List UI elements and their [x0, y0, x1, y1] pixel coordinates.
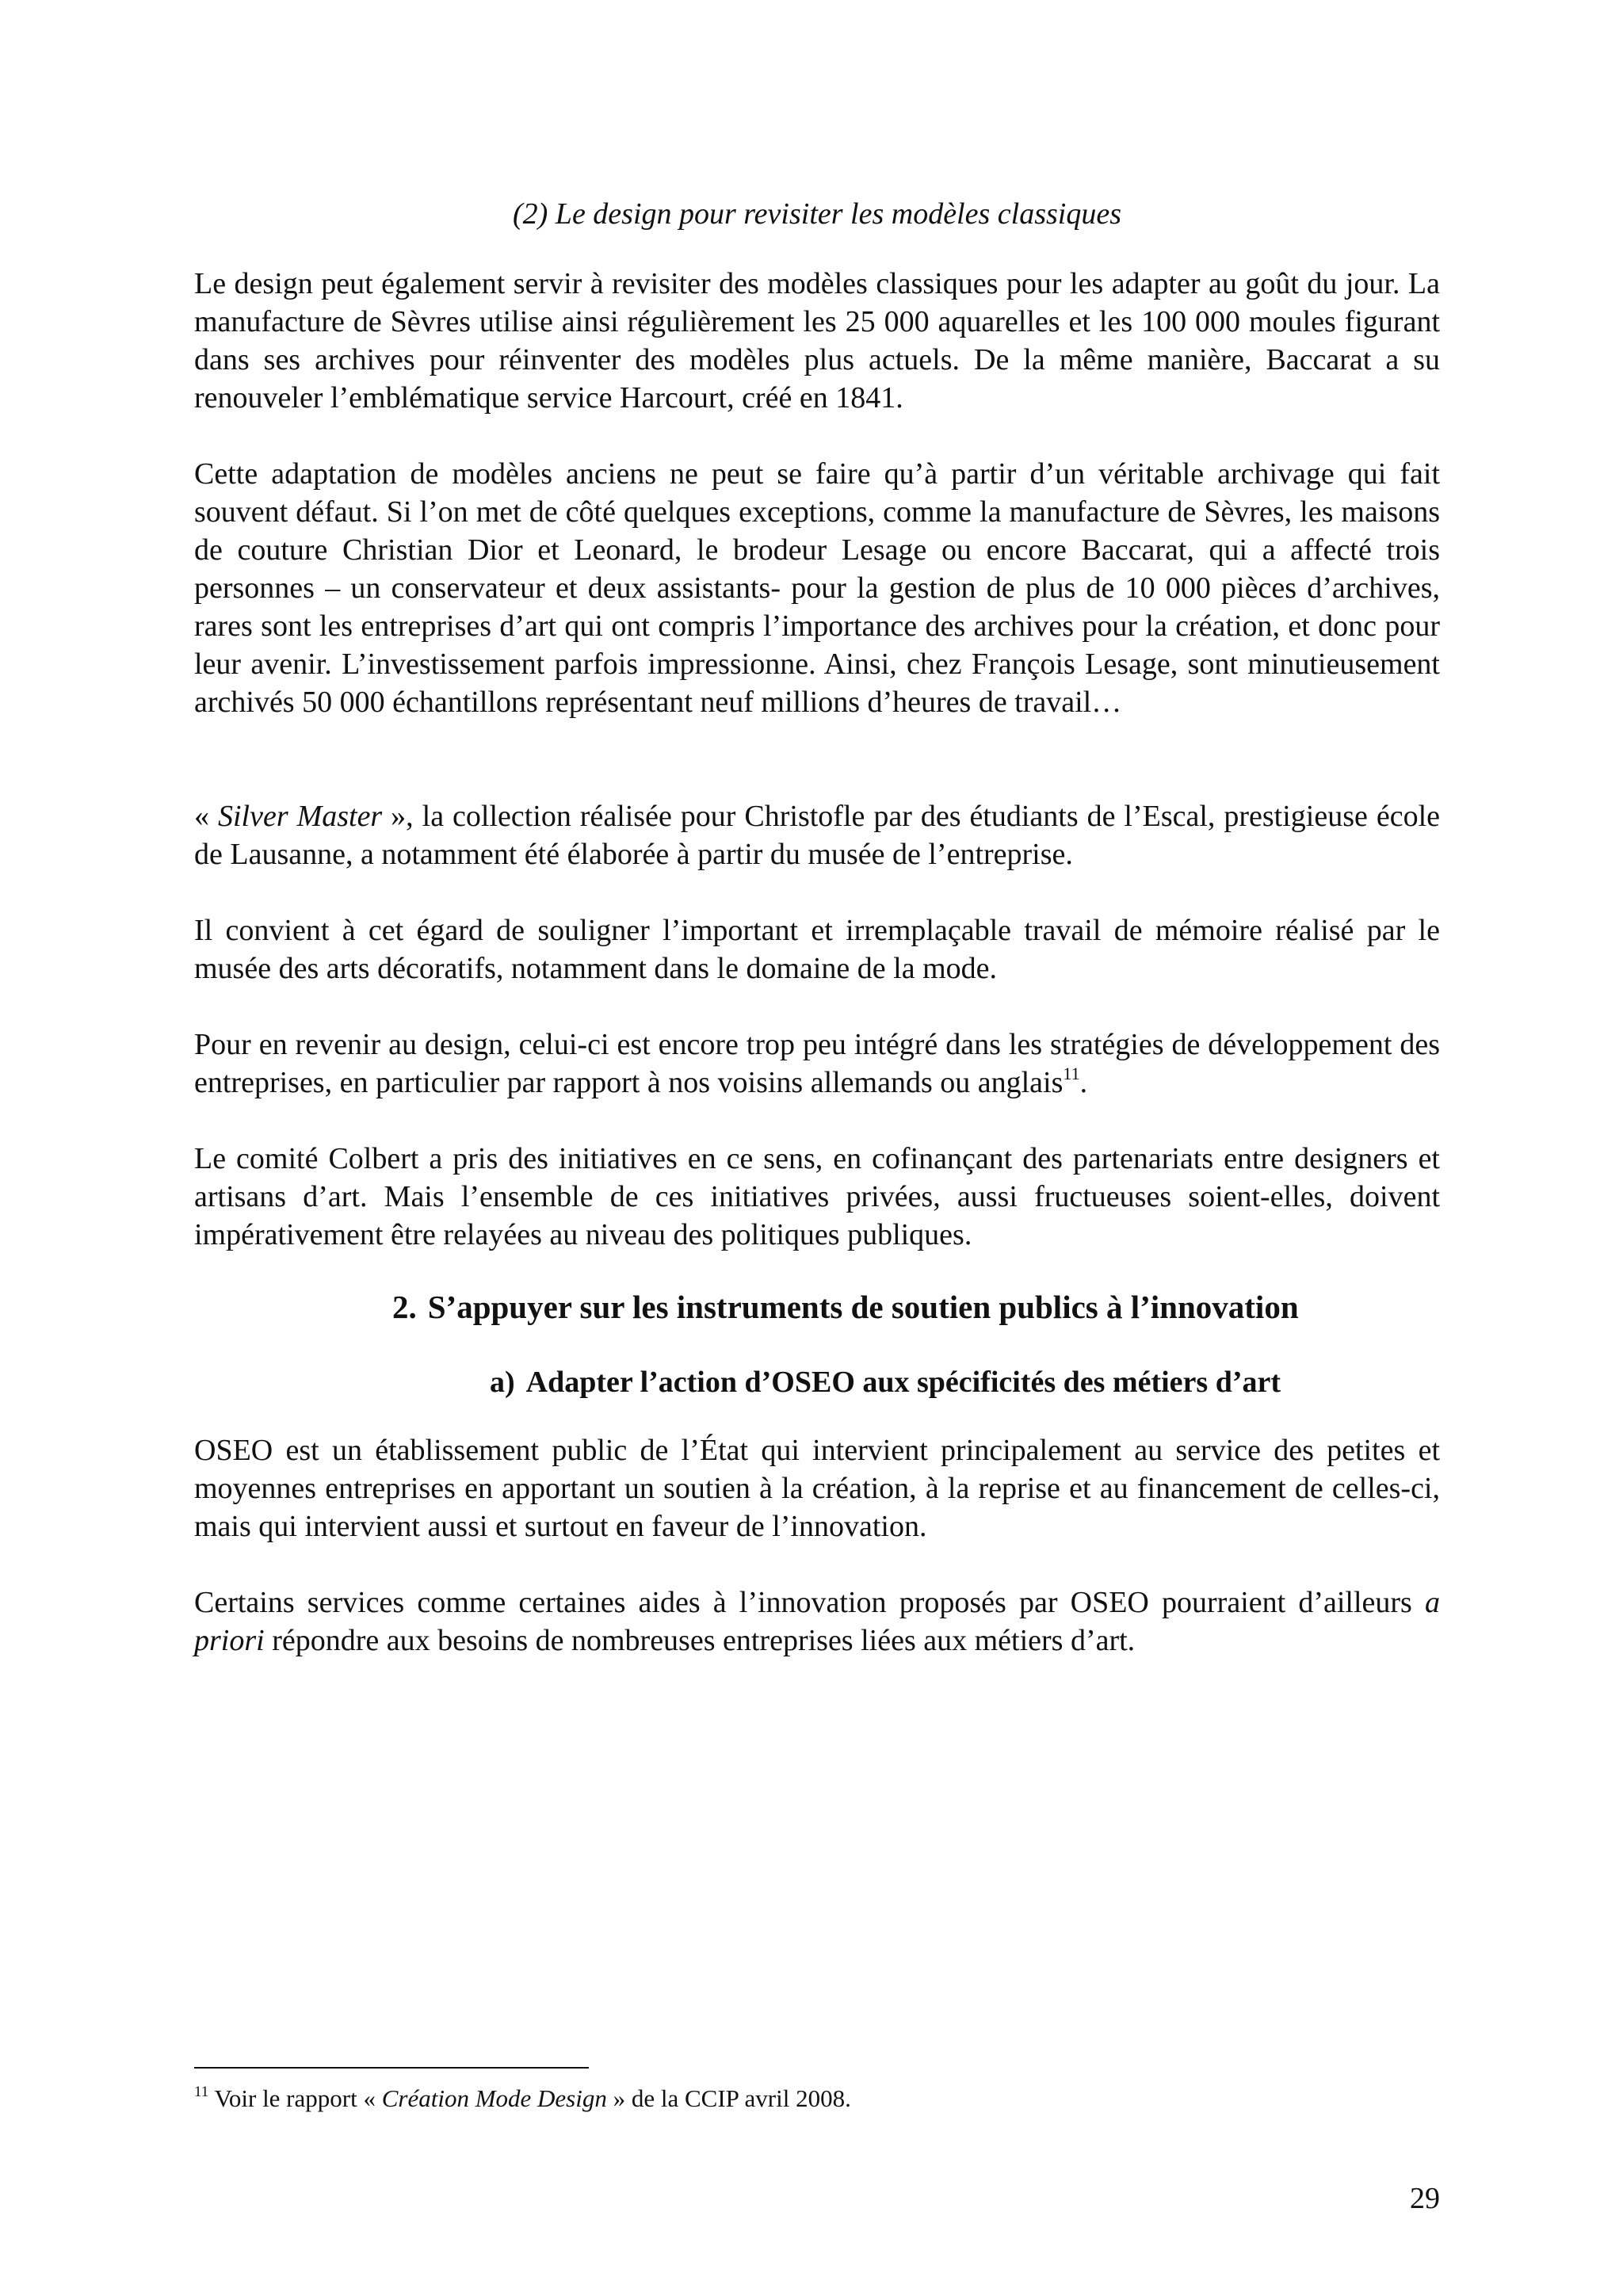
paragraph-before: Certains services comme certaines aides à l’innovation proposés par OSEO pourraient d’ailleurs [194, 1586, 1425, 1619]
paragraph-4 [194, 911, 1440, 988]
collection-title: Silver Master [217, 800, 383, 833]
subheading: (2) Le design pour revisiter les modèles classiques [513, 197, 1121, 231]
paragraph-text: Il convient à cet égard de souligner l’important et irremplaçable travail de mémoire réalisé par le musée des arts décoratifs, notamment dans le domaine de la mode. [194, 914, 1440, 985]
paragraph-text [194, 797, 1440, 873]
page-number: 29 [1410, 2182, 1440, 2215]
paragraph-7 [194, 1431, 1440, 1545]
paragraph-text [194, 1026, 1440, 1102]
paragraph-text: Le comité Colbert a pris des initiatives en ce sens, en cofinançant des partenariats entre designers et artisans d’art. Mais l’ensemble de ces initiatives privées, aussi fructueuses soient-elles, doivent impérativement être relayées au niveau des politiques publiques. [194, 1142, 1440, 1251]
paragraph-text [194, 1584, 1440, 1660]
paragraph-8 [194, 1584, 1440, 1660]
paragraph-1 [194, 265, 1440, 417]
paragraph-text: OSEO est un établissement public de l’État qui intervient principalement au service des petites et moyennes entreprises en apportant un soutien à la création, à la reprise et au financement de celles-ci, mais qui intervient aussi et surtout en faveur de l’innovation. [194, 1434, 1440, 1543]
subsection-heading [490, 1363, 1281, 1401]
section-title: S’appuyer sur les instruments de soutien publics à l’innovation [427, 1289, 1299, 1325]
paragraph-3 [194, 797, 1440, 873]
subsection-number: a) [490, 1366, 515, 1399]
paragraph-text: Cette adaptation de modèles anciens ne peut se faire qu’à partir d’un véritable archivage qui fait souvent défaut. Si l’on met de côté quelques exceptions, comme la manufacture de Sèvres, les maisons de couture Christian Dior et Leonard, le brodeur Lesage ou encore Baccarat, qui a affecté trois personnes – un conservateur et deux assistants- pour la gestion de plus de 10 000 pièces d’archives, rares sont les entreprises d’art qui ont compris l’importance des archives pour la création, et donc pour leur avenir. L’investissement parfois impressionne. Ainsi, chez François Lesage, sont minutieusement archivés 50 000 échantillons représentant neuf millions d’heures de travail… [194, 457, 1440, 719]
paragraph-6 [194, 1140, 1440, 1254]
section-number: 2. [392, 1289, 417, 1325]
section-heading [392, 1287, 1299, 1327]
paragraph-text: Le design peut également servir à revisiter des modèles classiques pour les adapter au goût du jour. La manufacture de Sèvres utilise ainsi régulièrement les 25 000 aquarelles et les 100 000 moules figurant dans ses archives pour réinventer des modèles plus actuels. De la même manière, Baccarat a su renouveler l’emblématique service Harcourt, créé en 1841. [194, 267, 1440, 415]
open-quote: « [194, 800, 218, 833]
footnote-report-title: Création Mode Design [381, 2084, 607, 2112]
paragraph-rest: », la collection réalisée pour Christofle par des étudiants de l’Escal, prestigieuse école de Lausanne, a notamment été élaborée à partir du musée de l’entreprise. [194, 800, 1440, 871]
paragraph-after: répondre aux besoins de nombreuses entreprises liées aux métiers d’art. [264, 1624, 1136, 1657]
footnote [194, 2083, 851, 2115]
footnote-number: 11 [194, 2084, 209, 2100]
italic-phrase: a priori [194, 1586, 1440, 1657]
footnote-before: Voir le rapport « [208, 2084, 382, 2112]
footnote-after: » de la CCIP avril 2008. [606, 2084, 851, 2112]
footnote-divider [194, 2067, 589, 2069]
paragraph-5 [194, 1026, 1440, 1102]
paragraph-2 [194, 455, 1440, 721]
subsection-title: Adapter l’action d’OSEO aux spécificités des métiers d’art [525, 1366, 1281, 1399]
footnote-reference[interactable]: 11 [1063, 1064, 1080, 1083]
paragraph-body: Pour en revenir au design, celui-ci est encore trop peu intégré dans les stratégies de développement des entreprises, en particulier par rapport à nos voisins allemands ou anglais [194, 1028, 1440, 1099]
paragraph-end: . [1079, 1066, 1088, 1099]
